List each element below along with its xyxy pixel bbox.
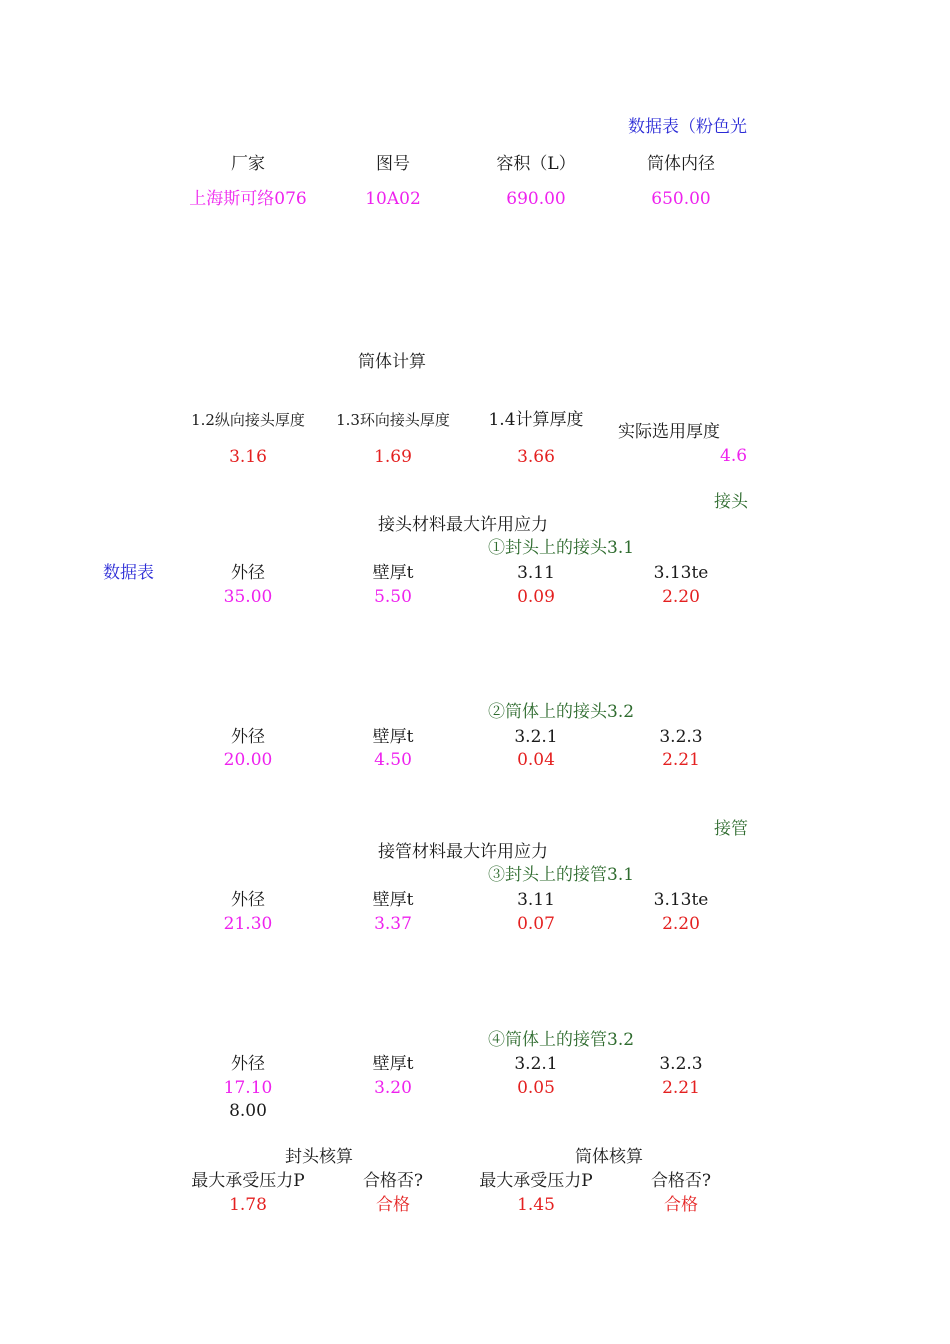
head-check-val-max-pressure: 1.78 [229, 1195, 267, 1215]
header-val-drawing-no: 10A02 [365, 189, 421, 209]
nozzle3-val-3-13te: 2.20 [662, 914, 700, 934]
nozzle3-col-wall-thickness: 壁厚t [372, 890, 414, 910]
nozzle3-col-3-11: 3.11 [517, 890, 555, 910]
datasheet-title: 数据表（粉色光 [628, 117, 747, 137]
joint2-val-3-2-1: 0.04 [517, 750, 555, 770]
joint-sub2-title: ②筒体上的接头3.2 [488, 702, 635, 722]
nozzle4-val-3-2-1: 0.05 [517, 1078, 555, 1098]
shell-check-col-pass: 合格否? [650, 1171, 712, 1191]
header-col-manufacturer: 厂家 [231, 154, 265, 174]
head-check-title: 封头核算 [285, 1147, 353, 1167]
joint1-val-outer-diameter: 35.00 [223, 587, 273, 607]
nozzle3-val-3-11: 0.07 [517, 914, 555, 934]
joint2-col-3-2-3: 3.2.3 [659, 727, 703, 747]
joint2-col-wall-thickness: 壁厚t [372, 727, 414, 747]
joint-side-label: 接头 [714, 492, 748, 512]
nozzle4-col-3-2-3: 3.2.3 [659, 1054, 703, 1074]
header-col-drawing-no: 图号 [376, 154, 410, 174]
shell-val-calc-thickness: 3.66 [517, 447, 555, 467]
joint2-col-outer-diameter: 外径 [231, 727, 265, 747]
nozzle4-col-3-2-1: 3.2.1 [514, 1054, 558, 1074]
nozzle4-col-outer-diameter: 外径 [231, 1054, 265, 1074]
nozzle-sub4-title: ④筒体上的接管3.2 [488, 1030, 635, 1050]
joint2-val-outer-diameter: 20.00 [223, 750, 273, 770]
header-val-inner-diameter: 650.00 [651, 189, 711, 209]
nozzle3-val-wall-thickness: 3.37 [374, 914, 412, 934]
header-col-volume: 容积（L） [496, 154, 576, 174]
joint1-col-3-11: 3.11 [517, 563, 555, 583]
joint-datasheet-label: 数据表 [103, 563, 154, 583]
joint1-col-wall-thickness: 壁厚t [372, 563, 414, 583]
shell-val-circumferential: 1.69 [374, 447, 412, 467]
head-check-col-pass: 合格否? [362, 1171, 424, 1191]
header-val-volume: 690.00 [506, 189, 566, 209]
nozzle-side-label: 接管 [714, 819, 748, 839]
nozzle4-val-outer-diameter: 17.10 [223, 1078, 273, 1098]
head-check-col-max-pressure: 最大承受压力P [191, 1171, 305, 1191]
header-col-inner-diameter: 筒体内径 [647, 154, 715, 174]
joint1-val-3-13te: 2.20 [662, 587, 700, 607]
shell-col-calc-thickness: 1.4计算厚度 [488, 410, 584, 430]
joint-material-title: 接头材料最大许用应力 [378, 515, 548, 535]
shell-check-col-max-pressure: 最大承受压力P [479, 1171, 593, 1191]
shell-col-circumferential: 1.3环向接头厚度 [336, 411, 450, 429]
joint2-val-wall-thickness: 4.50 [374, 750, 412, 770]
joint1-val-3-11: 0.09 [517, 587, 555, 607]
joint-sub1-title: ①封头上的接头3.1 [488, 538, 635, 558]
nozzle4-col-wall-thickness: 壁厚t [372, 1054, 414, 1074]
nozzle-material-title: 接管材料最大许用应力 [378, 842, 548, 862]
shell-check-val-pass: 合格 [664, 1195, 698, 1215]
nozzle4-val-wall-thickness: 3.20 [374, 1078, 412, 1098]
joint1-val-wall-thickness: 5.50 [374, 587, 412, 607]
joint2-col-3-2-1: 3.2.1 [514, 727, 558, 747]
shell-val-actual-thickness: 4.6 [720, 446, 748, 466]
shell-col-longitudinal: 1.2纵向接头厚度 [191, 411, 305, 429]
nozzle4-val-3-2-3: 2.21 [662, 1078, 700, 1098]
header-val-manufacturer: 上海斯可络076 [189, 189, 307, 209]
joint2-val-3-2-3: 2.21 [662, 750, 700, 770]
nozzle3-val-outer-diameter: 21.30 [223, 914, 273, 934]
shell-check-title: 筒体核算 [575, 1147, 643, 1167]
nozzle-sub3-title: ③封头上的接管3.1 [488, 865, 635, 885]
shell-col-actual-thickness: 实际选用厚度 [618, 422, 720, 442]
shell-val-longitudinal: 3.16 [229, 447, 267, 467]
nozzle4-extra-value: 8.00 [229, 1101, 267, 1121]
nozzle3-col-outer-diameter: 外径 [231, 890, 265, 910]
nozzle3-col-3-13te: 3.13te [653, 890, 709, 910]
joint1-col-3-13te: 3.13te [653, 563, 709, 583]
head-check-val-pass: 合格 [376, 1195, 410, 1215]
shell-check-val-max-pressure: 1.45 [517, 1195, 555, 1215]
joint1-col-outer-diameter: 外径 [231, 563, 265, 583]
shell-calc-title: 筒体计算 [358, 352, 426, 372]
